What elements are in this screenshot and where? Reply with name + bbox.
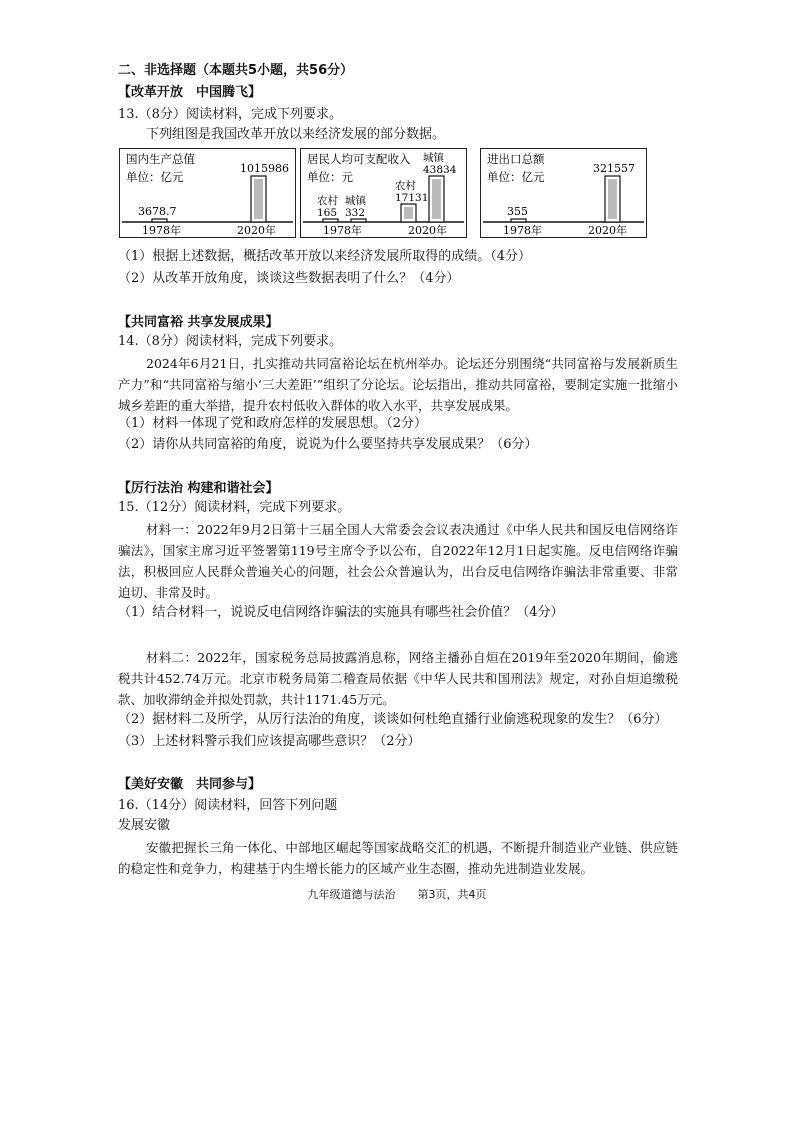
chart-income	[300, 148, 467, 238]
q16-stem: 16.（14分）阅读材料，回答下列问题	[118, 798, 338, 813]
x-tick-label: 2020年	[588, 224, 627, 237]
q15-theme: 【厉行法治 构建和谐社会】	[118, 481, 279, 496]
q15-question-1: （1）结合材料一，说说反电信网络诈骗法的实施具有哪些社会价值？（4分）	[118, 605, 564, 620]
chart-gdp	[119, 148, 296, 238]
series-label: 农村	[317, 195, 338, 207]
data-label: 1015986	[240, 162, 289, 175]
q13-stem: 13.（8分）阅读材料，完成下列要求。	[118, 107, 342, 122]
q14-material: 2024年6月21日，扎实推动共同富裕论坛在杭州举办。论坛还分别围绕“共同富裕与发展新质生产力”和“共同富裕与缩小‘三大差距’”组织了分论坛。论坛指出，推动共同富裕，要制定实施一批缩小城乡差距的重大举措，提升农村低收入群体的收入水平，共享发展成果。	[118, 356, 678, 413]
chart-trade	[480, 148, 647, 238]
q15-material-1: 材料一：2022年9月2日第十三届全国人大常委会会议表决通过《中华人民共和国反电信网络诈骗法》，国家主席习近平签署第119号主席令予以公布，自2022年12月1日起实施。反电信网络诈骗法，积极回应人民群众普遍关心的问题，社会公众普遍认为，出台反电信网络诈骗法非常重要、非常迫切、非常及时。	[118, 522, 678, 600]
q15-question-3: （3）上述材料警示我们应该提高哪些意识？（2分）	[118, 734, 421, 749]
bar	[511, 219, 526, 222]
series-label: 城镇	[345, 195, 366, 207]
q13-question-2: （2）从改革开放角度，谈谈这些数据表明了什么？（4分）	[118, 271, 460, 286]
q14-question-1: （1）材料一体现了党和政府怎样的发展思想。（2分）	[118, 416, 428, 431]
chart-income-svg	[301, 149, 466, 237]
q14-question-2: （2）请你从共同富裕的角度，说说为什么要坚持共享发展成果？（6分）	[118, 437, 538, 452]
chart-gdp-svg	[120, 149, 295, 237]
q15-stem: 15.（12分）阅读材料，完成下列要求。	[118, 500, 351, 515]
page-footer: 九年级道德与法治 第3页，共4页	[307, 888, 487, 901]
chart-unit: 单位：元	[307, 170, 353, 184]
q13-theme: 【改革开放 中国腾飞】	[118, 85, 262, 100]
q14-theme: 【共同富裕 共享发展成果】	[118, 315, 279, 330]
bar-fill	[608, 179, 617, 219]
q15-question-2: （2）据材料二及所学，从厉行法治的角度，谈谈如何杜绝直播行业偷逃税现象的发生？（6分）	[118, 712, 668, 727]
bar-fill	[254, 179, 263, 219]
data-label: 332	[345, 207, 366, 219]
data-label: 17131	[395, 192, 429, 205]
q16-subtitle: 发展安徽	[118, 818, 171, 833]
chart-title: 国内生产总值	[126, 152, 195, 166]
q14-stem: 14.（8分）阅读材料，完成下列要求。	[118, 334, 342, 349]
x-tick-label: 1978年	[503, 224, 542, 237]
q16-theme: 【美好安徽 共同参与】	[118, 777, 262, 792]
x-tick-label: 2020年	[408, 224, 447, 237]
bar	[152, 219, 167, 222]
chart-title: 进出口总额	[487, 152, 545, 166]
q16-material: 安徽把握长三角一体化、中部地区崛起等国家战略交汇的机遇，不断提升制造业产业链、供应链的稳定性和竞争力，构建基于内生增长能力的区域产业生态圈，推动先进制造业发展。	[118, 840, 678, 876]
chart-title: 居民人均可支配收入	[307, 152, 411, 166]
q13-intro: 下列组图是我国改革开放以来经济发展的部分数据。	[146, 127, 446, 142]
q15-material-2: 材料二：2022年，国家税务总局披露消息称，网络主播孙自烜在2019年至2020年期间，偷逃税共计452.74万元。北京市税务局第二稽查局依据《中华人民共和国刑法》规定，对孙自烜追缴税款、加收滞纳金并拟处罚款，共计1171.45万元。	[118, 650, 678, 707]
data-label: 165	[317, 207, 338, 219]
data-label: 3678.7	[138, 205, 177, 218]
chart-unit: 单位：亿元	[126, 170, 184, 184]
bar-fill	[432, 179, 441, 219]
bar-fill	[404, 207, 413, 219]
chart-unit: 单位：亿元	[487, 170, 545, 184]
x-tick-label: 1978年	[142, 224, 181, 237]
series-label: 城镇	[423, 152, 444, 164]
chart-trade-svg	[481, 149, 646, 237]
q13-question-1: （1）根据上述数据，概括改革开放以来经济发展所取得的成绩。（4分）	[118, 249, 532, 264]
series-label: 农村	[395, 180, 416, 193]
x-tick-label: 1978年	[323, 224, 362, 237]
x-tick-label: 2020年	[237, 224, 276, 237]
data-label: 43834	[423, 164, 457, 176]
bar	[351, 219, 366, 222]
data-label: 321557	[593, 162, 635, 175]
data-label: 355	[507, 205, 528, 218]
bar	[323, 219, 338, 222]
section-heading: 二、非选择题（本题共5小题，共56分）	[118, 63, 354, 78]
